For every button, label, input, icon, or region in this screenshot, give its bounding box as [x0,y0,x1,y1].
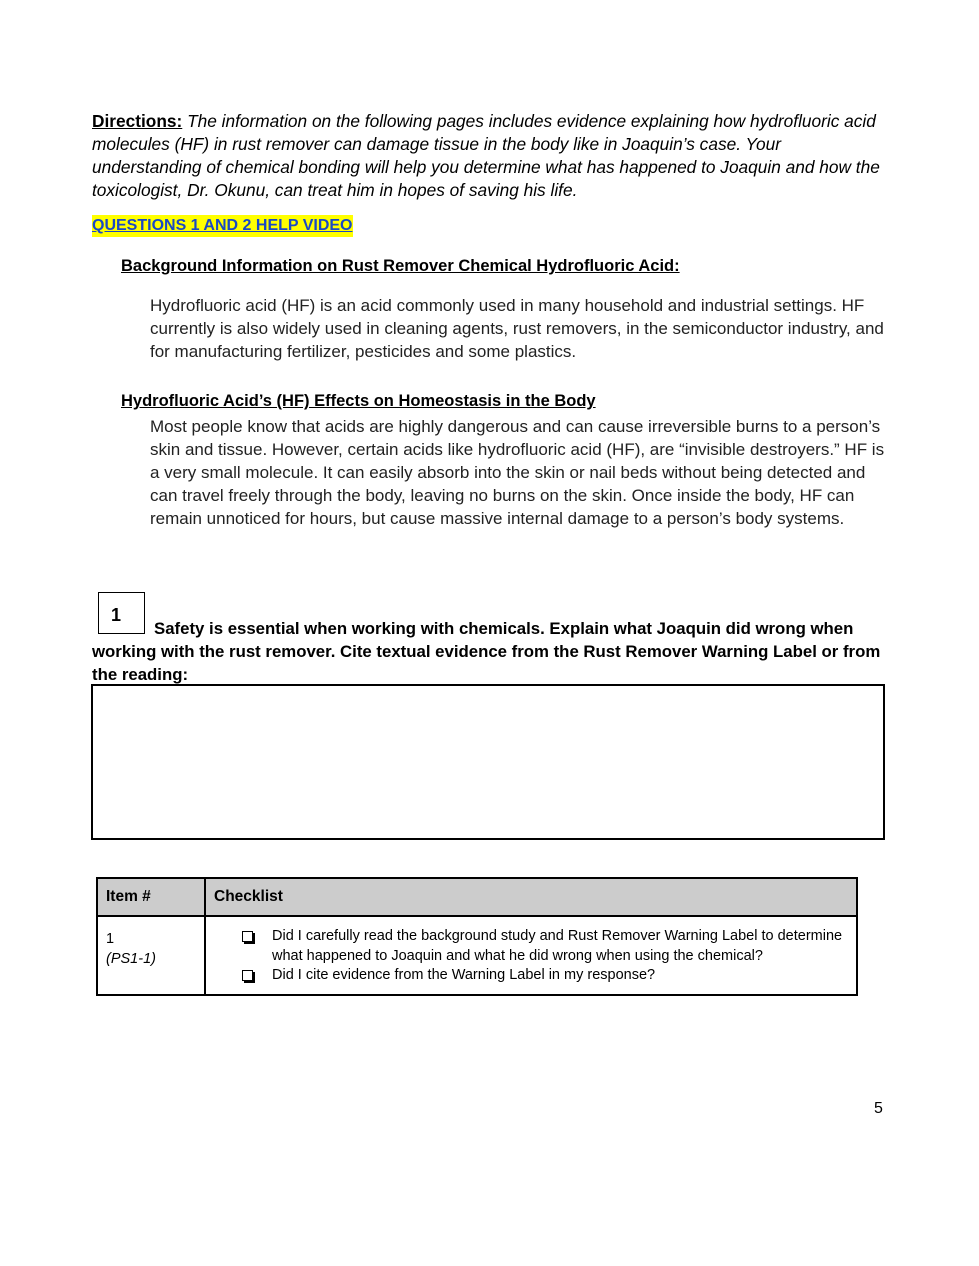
header-item-number: Item # [97,878,205,916]
checklist-cell [205,916,857,995]
checklist-table [96,877,858,996]
question-text [92,617,892,686]
directions [92,110,892,202]
answer-textbox[interactable] [91,684,885,840]
checklist-item-text: Did I cite evidence from the Warning Label in my response? [272,967,656,983]
item-number: 1 [106,931,115,947]
help-video-link[interactable]: QUESTIONS 1 AND 2 HELP VIDEO [92,215,353,237]
effects-paragraph: Most people know that acids are highly dangerous and can cause irreversible burns to a person’s skin and tissue. However, certain acids like hydrofluoric acid (HF), are “invisible destroyers.” HF is a very small molecule. It can easily absorb into the skin or nail beds without being detected and can travel freely through the body, leaving no burns on the skin. Once inside the body, HF can remain unnoticed for hours, but cause massive internal damage to a person’s body systems. [150,417,885,528]
item-cell [97,916,205,995]
checkbox-icon[interactable] [242,970,253,981]
background-paragraph: Hydrofluoric acid (HF) is an acid commonly used in many household and industrial settings. HF currently is also widely used in cleaning agents, rust removers, in the semiconductor industry, and for manufacturing fertilizer, pesticides and some plastics. [150,296,884,361]
effects-heading: Hydrofluoric Acid’s (HF) Effects on Homeostasis in the Body [121,392,596,410]
background-heading: Background Information on Rust Remover Chemical Hydrofluoric Acid: [121,257,680,275]
question-prompt: Safety is essential when working with chemicals. Explain what Joaquin did wrong when working with the rust remover. Cite textual evidence from the Rust Remover Warning Label or from the reading: [92,619,881,684]
checklist-item[interactable] [242,966,848,986]
directions-label: Directions: [92,111,183,131]
table-header-row [97,878,857,916]
table-row [97,916,857,995]
checkbox-icon[interactable] [242,931,253,942]
checklist-item-text: Did I carefully read the background study and Rust Remover Warning Label to determine what happened to Joaquin and what he did wrong when using the chemical? [272,928,843,964]
item-standard-code: (PS1-1) [106,951,156,967]
page-number: 5 [874,1100,883,1117]
question-number: 1 [111,605,122,625]
header-checklist: Checklist [205,878,857,916]
directions-text: The information on the following pages includes evidence explaining how hydrofluoric acid molecules (HF) in rust remover can damage tissue in the body like in Joaquin’s case. Your understanding of chemical bonding will help you determine what has happened to Joaquin and how the toxicologist, Dr. Okunu, can treat him in hopes of saving his life. [92,111,880,200]
checklist-item[interactable] [242,927,848,966]
